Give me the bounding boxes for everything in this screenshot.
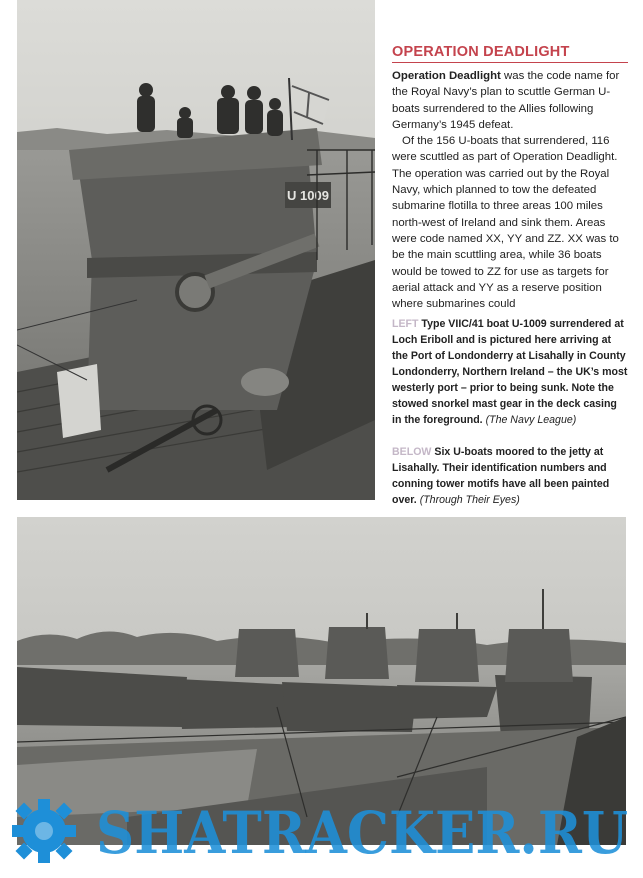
watermark-graphic — [4, 795, 640, 867]
caption-below-text: Six U-boats moored to the jetty at Lisahally. Their identification numbers and conning tower motifs have all been painted over. — [392, 446, 610, 506]
caption-left — [392, 316, 628, 428]
caption-below-key: BELOW — [392, 446, 432, 458]
u-boat-conning-tower-photo — [17, 0, 375, 500]
conning-tower-illustration — [17, 0, 375, 500]
lead-term: Operation Deadlight — [392, 70, 501, 82]
watermark-text: SHATRACKER.RU — [96, 799, 628, 867]
section-title: OPERATION DEADLIGHT — [392, 44, 628, 63]
paragraph-1-text: was the code name for the Royal Navy’s plan to scuttle German U-boats surrendered to the Allies following Germany’s 1945 defeat. — [392, 70, 620, 131]
caption-below — [392, 444, 628, 508]
caption-left-key: LEFT — [392, 318, 419, 330]
article-paragraph-2: Of the 156 U-boats that surrendered, 116 were scuttled as part of Operation Deadlight. The operation was carried out by the Royal Navy, which planned to tow the defeated submarine flotilla to three areas 100 miles north-west of Ireland and sink them. Areas were code named XX, YY and ZZ. XX was to be the main scuttling area, while 36 boats would be towed to ZZ for use as targets for aerial attack and YY as a reserve position where submarines could — [392, 135, 619, 311]
article-paragraph-1 — [392, 68, 628, 133]
caption-left-credit: (The Navy League) — [485, 414, 577, 426]
gear-icon — [12, 799, 76, 863]
article-column — [392, 44, 628, 312]
caption-left-text: Type VIIC/41 boat U-1009 surrendered at Loch Eriboll and is pictured here arriving at the Port of Londonderry at Lisahally in County Londonderry, Northern Ireland – the UK’s most westerly port – prior to being sunk. Note the stowed snorkel mast gear in the deck casing in the foreground. — [392, 318, 628, 426]
caption-below-credit: (Through Their Eyes) — [419, 494, 520, 506]
watermark — [4, 795, 640, 867]
tower-number-label: U 1009 — [287, 188, 329, 203]
